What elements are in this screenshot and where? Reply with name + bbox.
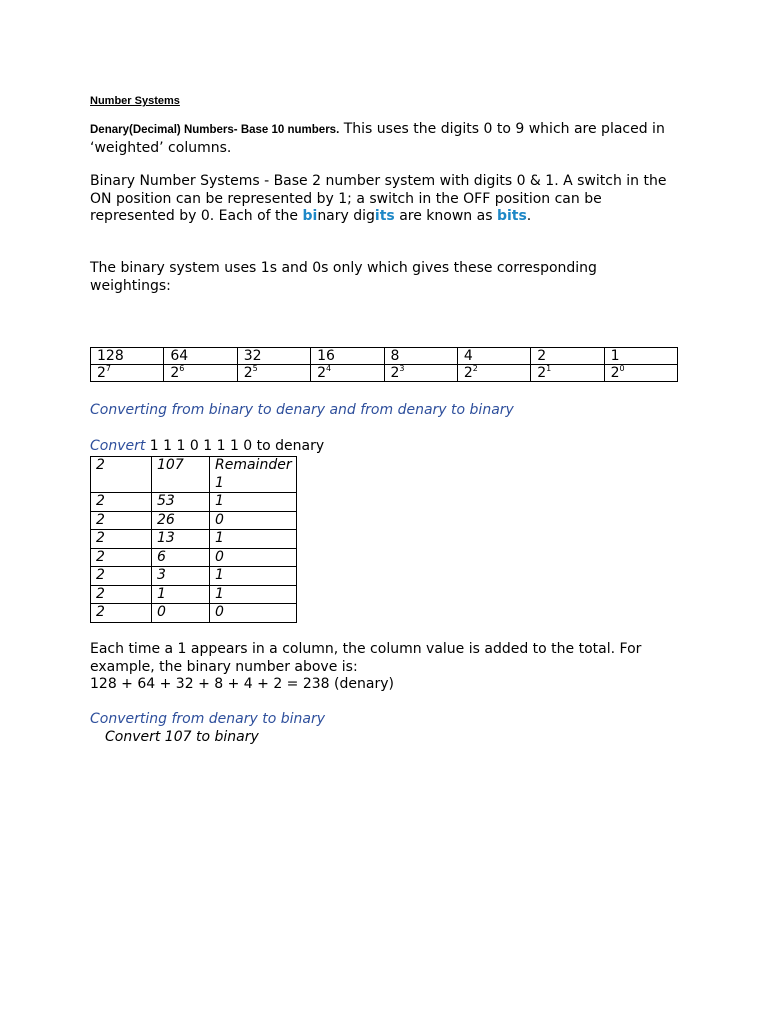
power-exponent: 5 (252, 364, 258, 373)
divisor-cell: 2 (91, 567, 152, 586)
power-base: 2 (170, 365, 180, 381)
remainder-cell: 0 (210, 604, 297, 623)
power-exponent: 2 (472, 364, 478, 373)
divisor-cell: 2 (91, 604, 152, 623)
table-row (91, 511, 297, 530)
divisor-cell: 2 (91, 457, 152, 493)
power-base: 2 (610, 365, 620, 381)
weightings-powers-row (91, 365, 678, 382)
binary-highlight-its: its (374, 208, 395, 224)
page-title: Number Systems (90, 95, 180, 107)
table-row (91, 567, 297, 586)
remainder-cell: 0 (210, 548, 297, 567)
binary-intro-text-4: . (526, 208, 532, 224)
power-exponent: 7 (105, 364, 112, 373)
binary-highlight-bits: bits (496, 208, 527, 224)
power-exponent: 6 (179, 364, 185, 373)
table-row (91, 493, 297, 512)
divisor-cell: 2 (91, 548, 152, 567)
weight-cell: 64 (164, 348, 237, 365)
power-cell (457, 365, 530, 382)
binary-intro-text-1: Binary Number Systems - Base 2 number system with digits 0 & 1. A switch in the ON position can be represented by 1; a switch in the OFF position can be represented by 0. Each of the (90, 173, 667, 224)
power-cell (531, 365, 604, 382)
power-cell (164, 365, 237, 382)
divisor-cell: 2 (91, 493, 152, 512)
quotient-cell: 13 (152, 530, 210, 549)
table-row (91, 530, 297, 549)
denary-paragraph (90, 121, 690, 157)
weight-cell: 16 (311, 348, 384, 365)
weightings-paragraph: The binary system uses 1s and 0s only which gives these corresponding weightings: (90, 260, 597, 294)
quotient-cell: 1 (152, 585, 210, 604)
remainder-cell: 1 (210, 493, 297, 512)
power-cell (384, 365, 457, 382)
weightings-table (90, 347, 678, 382)
weight-cell: 8 (384, 348, 457, 365)
sum-line: 128 + 64 + 32 + 8 + 4 + 2 = 238 (denary) (90, 676, 394, 692)
power-exponent: 0 (619, 364, 625, 373)
conversion-table (90, 456, 297, 623)
weight-cell: 32 (237, 348, 310, 365)
quotient-cell: 0 (152, 604, 210, 623)
power-cell (91, 365, 164, 382)
remainder-cell: 1 (210, 567, 297, 586)
divisor-cell: 2 (91, 511, 152, 530)
remainder-cell: 0 (210, 511, 297, 530)
weight-cell: 4 (457, 348, 530, 365)
power-base: 2 (97, 365, 106, 381)
convert-line (90, 438, 690, 456)
binary-highlight-bi: bi (302, 208, 318, 224)
weightings-values-row (91, 348, 678, 365)
power-exponent: 3 (399, 364, 405, 373)
remainder-header-cell: Remainder1 (210, 457, 297, 493)
power-exponent: 1 (546, 364, 552, 373)
weight-cell: 128 (91, 348, 164, 365)
divisor-cell: 2 (91, 530, 152, 549)
power-base: 2 (243, 365, 253, 381)
quotient-cell: 26 (152, 511, 210, 530)
column-explanation: Each time a 1 appears in a column, the column value is added to the total. For example, the binary number above is: (90, 641, 642, 675)
power-base: 2 (537, 365, 547, 381)
table-row (91, 604, 297, 623)
table-row (91, 548, 297, 567)
denary-label: Denary(Decimal) Numbers- Base 10 numbers. (90, 124, 340, 136)
power-base: 2 (390, 365, 400, 381)
binary-intro-text-3: are known as (394, 208, 497, 224)
power-cell (604, 365, 677, 382)
binary-intro-text-2: nary dig (317, 208, 375, 224)
power-exponent: 4 (326, 364, 332, 373)
convert-107-line: Convert 107 to binary (105, 729, 259, 745)
denary-to-binary-heading: Converting from denary to binary (90, 711, 326, 727)
power-cell (311, 365, 384, 382)
converting-heading: Converting from binary to denary and from denary to binary (90, 402, 514, 418)
binary-intro-paragraph (90, 173, 690, 226)
convert-text: 1 1 1 0 1 1 1 0 to denary (145, 438, 325, 454)
divisor-cell: 2 (91, 585, 152, 604)
power-base: 2 (463, 365, 473, 381)
weight-cell: 2 (531, 348, 604, 365)
denary-text: This uses the digits 0 to 9 which are placed in ‘weighted’ columns. (90, 121, 665, 156)
convert-label: Convert (90, 438, 146, 454)
remainder-cell: 1 (210, 530, 297, 549)
remainder-cell: 1 (210, 585, 297, 604)
weight-cell: 1 (604, 348, 677, 365)
quotient-cell: 3 (152, 567, 210, 586)
power-cell (237, 365, 310, 382)
quotient-cell: 107 (152, 457, 210, 493)
power-base: 2 (317, 365, 327, 381)
table-row (91, 457, 297, 493)
table-row (91, 585, 297, 604)
quotient-cell: 53 (152, 493, 210, 512)
quotient-cell: 6 (152, 548, 210, 567)
